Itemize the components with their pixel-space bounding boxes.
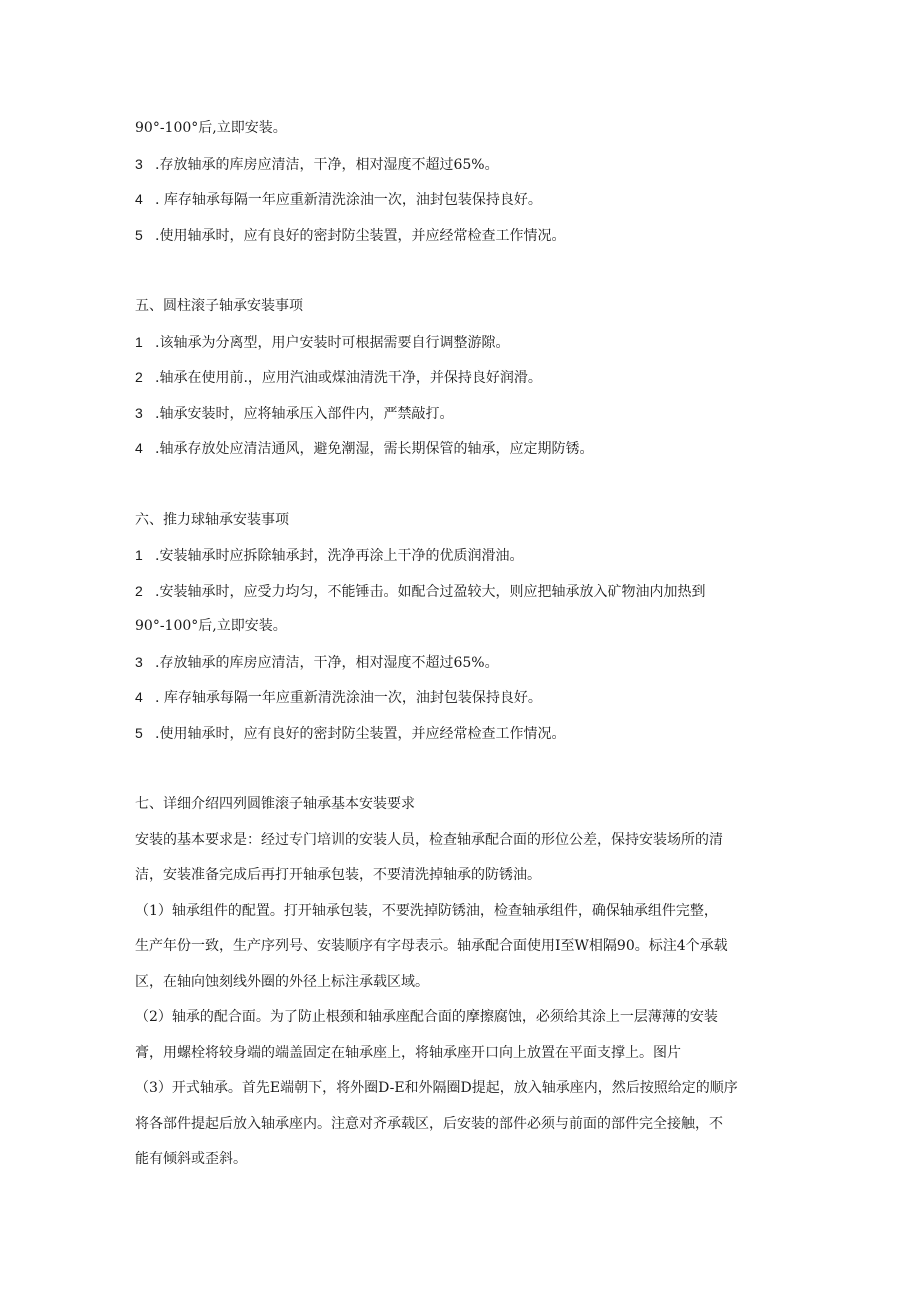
- paragraph-line: 区，在轴向蚀刻线外圈的外径上标注承载区域。: [135, 973, 429, 990]
- document-body: [135, 114, 790, 1181]
- list-item: [135, 541, 790, 577]
- item-number: 3: [135, 404, 143, 421]
- paragraph-line: （2）轴承的配合面。为了防止根颈和轴承座配合面的摩擦腐蚀，必须给其涂上一层薄薄的安装: [135, 1009, 718, 1025]
- item-text: .使用轴承时，应有良好的密封防尘装置，并应经常检查工作情况。: [155, 227, 566, 244]
- item-number: 4: [135, 440, 143, 456]
- paragraph-line: 将各部件提起后放入轴承座内。注意对齐承载区，后安装的部件必须与前面的部件完全接触，不: [135, 1115, 723, 1132]
- section-gap: [135, 256, 790, 292]
- item-text: .轴承存放处应清洁通风，避免潮湿，需长期保管的轴承，应定期防锈。: [155, 441, 594, 457]
- continuation-line: 90°-100°后,立即安装。: [135, 618, 287, 634]
- paragraph-line: 膏，用螺栓将较身端的端盖固定在轴承座上，将轴承座开口向上放置在平面支撑上。图片: [135, 1044, 681, 1061]
- list-item: [135, 399, 790, 435]
- item-text: . 库存轴承每隔一年应重新清洗涂油一次，油封包装保持良好。: [155, 690, 542, 706]
- item-text: .存放轴承的库房应清洁，干净，相对湿度不超过65%。: [155, 156, 499, 173]
- item-text: .轴承在使用前.，应用汽油或煤油清洗干净，并保持良好润滑。: [155, 370, 542, 386]
- section-heading: 六、推力球轴承安装事项: [135, 511, 289, 528]
- paragraph-line: 能有倾斜或歪斜。: [135, 1151, 247, 1167]
- item-number: 5: [135, 724, 143, 741]
- list-item: [135, 328, 790, 364]
- item-number: 2: [135, 369, 143, 385]
- list-item: [135, 719, 790, 755]
- paragraph-line: 安装的基本要求是：经过专门培训的安装人员，检查轴承配合面的形位公差，保持安装场所的清: [135, 831, 723, 848]
- section-gap: [135, 754, 790, 790]
- list-item: [135, 185, 790, 221]
- item-number: 5: [135, 226, 143, 243]
- list-item: [135, 434, 790, 470]
- list-item: [135, 363, 790, 399]
- item-number: 3: [135, 155, 143, 172]
- item-text: . 库存轴承每隔一年应重新清洗涂油一次，油封包装保持良好。: [155, 192, 542, 208]
- paragraph-line: （3）开式轴承。首先E端朝下，将外圈D-E和外隔圈D提起，放入轴承座内，然后按照给定的顺序: [135, 1080, 738, 1096]
- list-item: [135, 683, 790, 719]
- section-heading: 七、详细介绍四列圆锥滚子轴承基本安装要求: [135, 796, 415, 812]
- item-text: .轴承安装时，应将轴承压入部件内，严禁敲打。: [155, 405, 454, 422]
- item-number: 1: [135, 333, 143, 350]
- paragraph-line: （1）轴承组件的配置。打开轴承包装，不要洗掉防锈油，检查轴承组件，确保轴承组件完整，: [135, 902, 718, 919]
- item-text: .存放轴承的库房应清洁，干净，相对湿度不超过65%。: [155, 654, 499, 671]
- item-text: .该轴承为分离型，用户安装时可根据需要自行调整游隙。: [155, 334, 510, 351]
- item-number: 4: [135, 191, 143, 207]
- item-text: .使用轴承时，应有良好的密封防尘装置，并应经常检查工作情况。: [155, 725, 566, 742]
- list-item: [135, 150, 790, 186]
- item-number: 4: [135, 689, 143, 705]
- section-gap: [135, 470, 790, 506]
- section-heading: 五、圆柱滚子轴承安装事项: [135, 298, 303, 314]
- paragraph-line: 洁，安装准备完成后再打开轴承包装，不要清洗掉轴承的防锈油。: [135, 867, 541, 883]
- paragraph-line: 生产年份一致，生产序列号、安装顺序有字母表示。轴承配合面使用I至W相隔90。标注4个承载: [135, 938, 728, 954]
- item-text: .安装轴承时应拆除轴承封，洗净再涂上干净的优质润滑油。: [155, 548, 524, 564]
- continuation-line: 90°-100°后,立即安装。: [135, 120, 287, 136]
- list-item: [135, 221, 790, 257]
- item-number: 3: [135, 653, 143, 670]
- item-number: 2: [135, 582, 143, 599]
- list-item: [135, 577, 790, 613]
- list-item: [135, 648, 790, 684]
- item-number: 1: [135, 547, 143, 563]
- item-text: .安装轴承时，应受力均匀，不能锤击。如配合过盈较大，则应把轴承放入矿物油内加热到: [155, 583, 706, 600]
